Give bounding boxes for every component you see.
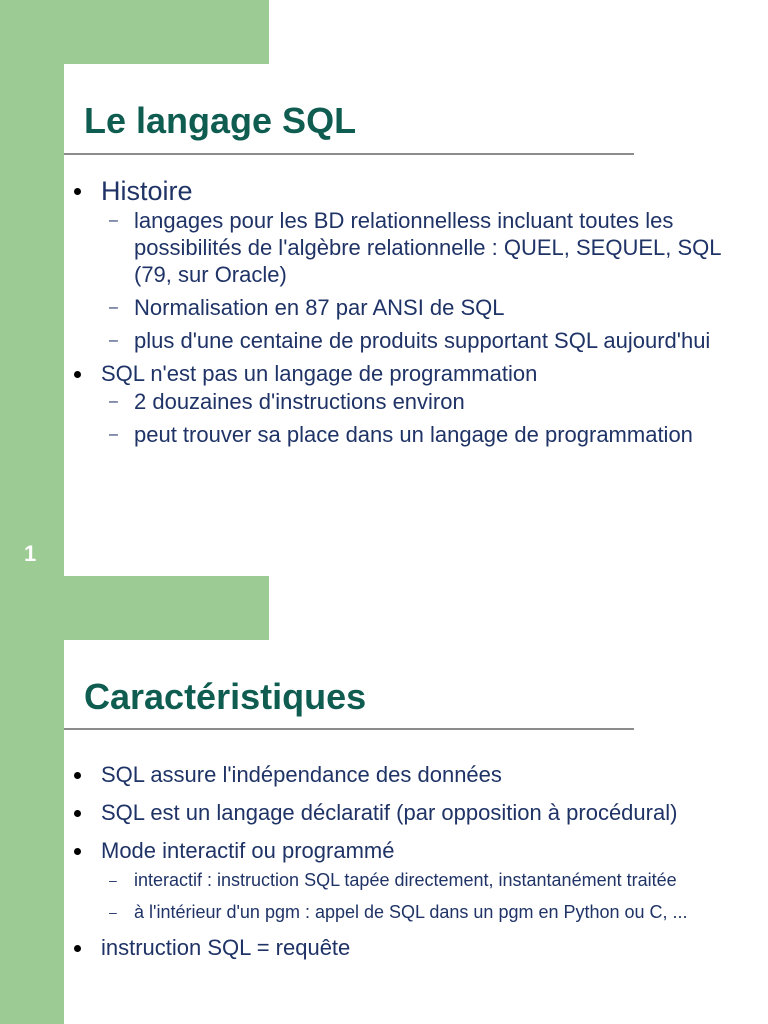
accent-header-block (64, 576, 269, 640)
bullet-text: SQL assure l'indépendance des données (101, 762, 502, 787)
bullet-list (70, 760, 748, 963)
slide-title: Le langage SQL (84, 100, 357, 141)
sub-bullet-list (101, 388, 748, 448)
title-divider (64, 728, 634, 730)
bullet-list (70, 175, 748, 448)
accent-sidebar (0, 576, 64, 1024)
sub-bullet-item: – Normalisation en 87 par ANSI de SQL (101, 294, 748, 321)
bullet-text: instruction SQL = requête (101, 935, 351, 960)
slide-number: 1 (24, 541, 37, 566)
bullet-item (70, 360, 748, 448)
bullet-text: SQL n'est pas un langage de programmation (101, 361, 538, 386)
content-corner (64, 640, 104, 680)
slide-body (70, 760, 748, 971)
slide-body (70, 175, 748, 454)
accent-sidebar (0, 0, 64, 576)
bullet-item (70, 760, 748, 790)
bullet-item (70, 175, 748, 354)
bullet-item (70, 798, 748, 828)
title-divider (64, 153, 634, 155)
sub-bullet-item: – plus d'une centaine de produits supportant SQL aujourd'hui (101, 327, 748, 354)
bullet-text: Histoire (101, 176, 193, 206)
bullet-text: SQL est un langage déclaratif (par opposition à procédural) (101, 800, 678, 825)
sub-bullet-item: – peut trouver sa place dans un langage de programmation (101, 421, 748, 448)
slide-title: Caractéristiques (84, 676, 367, 717)
content-corner (64, 64, 104, 104)
sub-bullet-item: – 2 douzaines d'instructions environ (101, 388, 748, 415)
bullet-item (70, 836, 748, 925)
sub-bullet-list (101, 207, 748, 354)
bullet-text: Mode interactif ou programmé (101, 838, 395, 863)
sub-bullet-item: – interactif : instruction SQL tapée directement, instantanément traitée (101, 868, 748, 893)
bullet-item (70, 933, 748, 963)
sub-bullet-item: – à l'intérieur d'un pgm : appel de SQL dans un pgm en Python ou C, ... (101, 900, 748, 925)
accent-header-block (64, 0, 269, 64)
sub-bullet-item: – langages pour les BD relationnelless incluant toutes les possibilités de l'algèbre relationnelle : QUEL, SEQUEL, SQL (79, sur Oracle) (101, 207, 748, 288)
slide-2 (0, 576, 768, 1024)
sub-bullet-list (101, 868, 748, 925)
